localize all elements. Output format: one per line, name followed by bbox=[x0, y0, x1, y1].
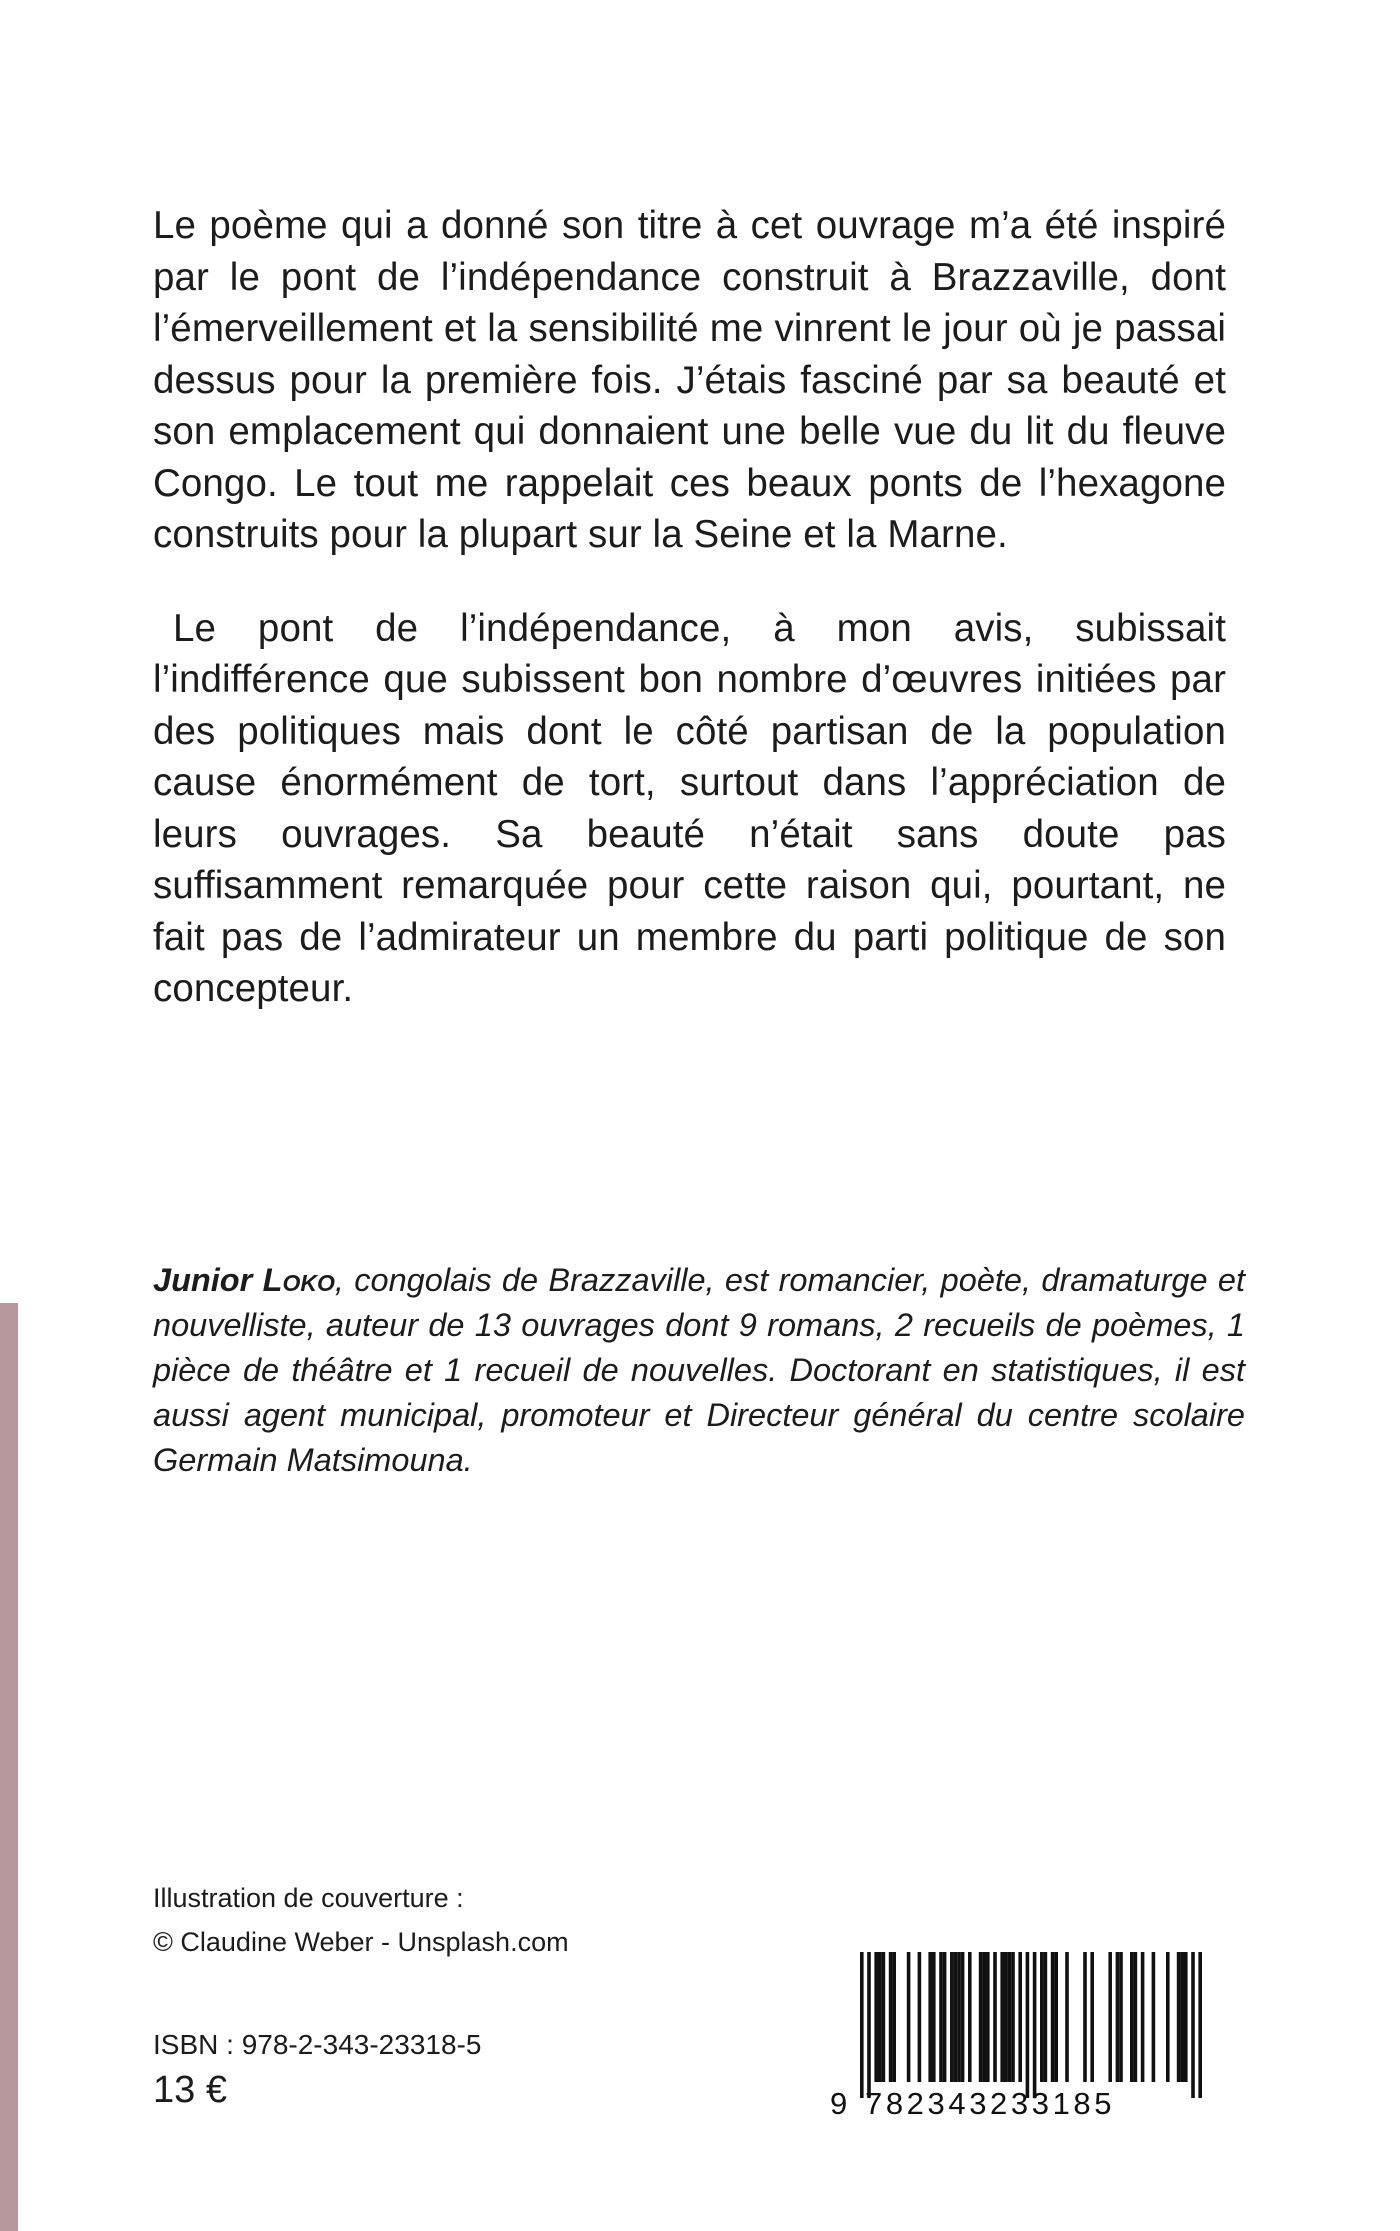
barcode-bar bbox=[907, 1952, 911, 2082]
ean-barcode bbox=[830, 1950, 1220, 2121]
barcode-bar bbox=[1044, 1952, 1048, 2082]
barcode-bar bbox=[1083, 1952, 1087, 2082]
barcode-guard-bar bbox=[1191, 1952, 1195, 2098]
barcode-bar bbox=[1116, 1952, 1120, 2082]
barcode-bar bbox=[950, 1952, 954, 2082]
barcode-bar bbox=[1166, 1952, 1170, 2082]
credits-value: © Claudine Weber - Unsplash.com bbox=[153, 1927, 569, 1957]
barcode-bar bbox=[889, 1952, 893, 2082]
barcode-bar bbox=[961, 1952, 965, 2082]
barcode-guard-bar bbox=[1033, 1952, 1037, 2098]
blurb-paragraph-1: Le poème qui a donné son titre à cet ouvrage m’a été inspiré par le pont de l’indépendance construit à Brazzaville, dont l’émerveillement et la sensibilité me vinrent le jour où je passai dessus pour la première fois. J’étais fasciné par sa beauté et son emplacement qui donnaient une belle vue du lit du fleuve Congo. Le tout me rappelait ces beaux ponts de l’hexagone construits pour la plupart sur la Seine et la Marne. bbox=[153, 204, 1226, 556]
barcode-bar bbox=[874, 1952, 878, 2082]
barcode-bar bbox=[1004, 1952, 1008, 2082]
author-bio bbox=[153, 1258, 1245, 1483]
barcode-guard-bar bbox=[860, 1952, 864, 2098]
barcode-bar bbox=[954, 1952, 958, 2082]
author-last-name: Loko bbox=[262, 1262, 335, 1298]
barcode-bar bbox=[1108, 1952, 1112, 2082]
barcode-guard-bar bbox=[1198, 1952, 1202, 2098]
credits-label: Illustration de couverture : bbox=[153, 1883, 464, 1913]
barcode-rest-digits: 782343233185 bbox=[865, 2086, 1116, 2121]
barcode-bar bbox=[1141, 1952, 1145, 2082]
barcode-bar bbox=[1152, 1952, 1156, 2082]
barcode-bar bbox=[968, 1952, 972, 2082]
barcode-first-digit: 9 bbox=[830, 2086, 851, 2121]
barcode-guard-bar bbox=[1026, 1952, 1030, 2098]
barcode-bar bbox=[1180, 1952, 1184, 2082]
barcode-bar bbox=[1134, 1952, 1138, 2082]
side-color-band bbox=[0, 1303, 18, 2231]
barcode-bar bbox=[1130, 1952, 1134, 2082]
barcode-bar bbox=[1090, 1952, 1094, 2082]
cover-credits bbox=[153, 1876, 569, 1964]
barcode-bar bbox=[1054, 1952, 1058, 2082]
barcode-bar bbox=[1000, 1952, 1004, 2082]
barcode-bar bbox=[882, 1952, 886, 2082]
barcode-guard-bar bbox=[867, 1952, 871, 2098]
barcode-bar bbox=[892, 1952, 896, 2082]
barcode-bar bbox=[982, 1952, 986, 2082]
price-text: 13 € bbox=[153, 2069, 227, 2111]
back-cover-blurb bbox=[153, 200, 1226, 1015]
barcode-bar bbox=[979, 1952, 983, 2082]
barcode-bar bbox=[932, 1952, 936, 2082]
author-bio-text: , congolais de Brazzaville, est romancier, poète, dramaturge et nouvelliste, auteur de 13 ouvrages dont 9 romans, 2 recueils de poèmes, 1 pièce de théâtre et 1 recueil de nouvelles. Doctorant en statistiques, il est aussi agent municipal, promoteur et Directeur général du centre scolaire Germain Matsimouna. bbox=[153, 1262, 1246, 1478]
barcode-bar bbox=[928, 1952, 932, 2082]
barcode-bar bbox=[939, 1952, 943, 2082]
barcode-bar bbox=[986, 1952, 990, 2082]
author-first-name: Junior bbox=[153, 1262, 253, 1298]
isbn-text: ISBN : 978-2-343-23318-5 bbox=[153, 2029, 482, 2060]
barcode-bar bbox=[878, 1952, 882, 2082]
barcode-bar bbox=[1011, 1952, 1015, 2082]
barcode-bar bbox=[1018, 1952, 1022, 2082]
barcode-bar bbox=[943, 1952, 947, 2082]
barcode-bar bbox=[1051, 1952, 1055, 2082]
blurb-paragraph-2: Le pont de l’indépendance, à mon avis, subissait l’indifférence que subissent bon nombre d’œuvres initiées par des politiques mais dont le côté partisan de la population cause énormément de tort, surtout dans l’appréciation de leurs ouvrages. Sa beauté n’était sans doute pas suffisamment remarquée pour cette raison qui, pourtant, ne fait pas de l’admirateur un membre du parti politique de son concepteur. bbox=[153, 606, 1226, 1010]
barcode-bar bbox=[1008, 1952, 1012, 2082]
barcode-bar bbox=[1184, 1952, 1188, 2082]
barcode-bar bbox=[1065, 1952, 1069, 2082]
author-name bbox=[153, 1262, 335, 1298]
barcode-bar bbox=[1040, 1952, 1044, 2082]
barcode-bar bbox=[918, 1952, 922, 2082]
barcode-bar bbox=[1119, 1952, 1123, 2082]
barcode-bar bbox=[957, 1952, 961, 2082]
barcode-bar bbox=[993, 1952, 997, 2082]
barcode-bar bbox=[1177, 1952, 1181, 2082]
